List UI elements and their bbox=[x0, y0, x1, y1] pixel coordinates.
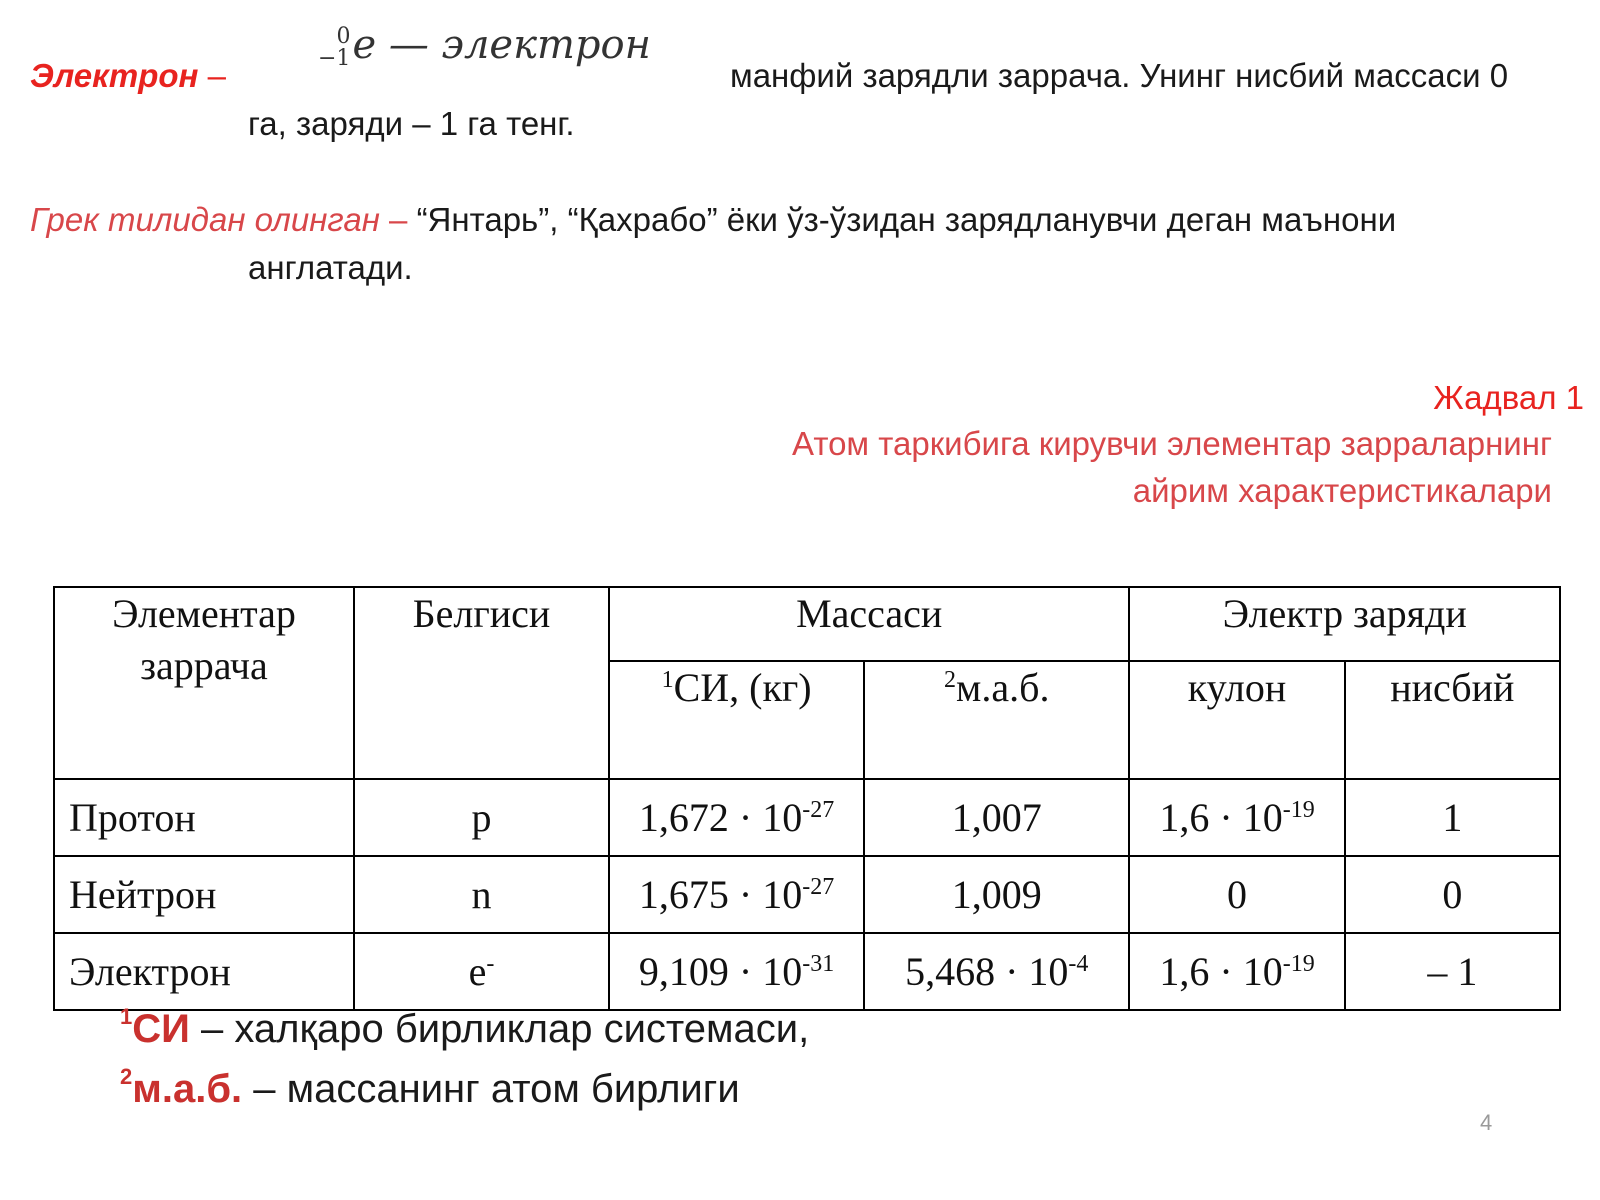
term-electron: Электрон bbox=[30, 57, 199, 94]
header-symbol: Белгиси bbox=[354, 587, 609, 779]
cell-particle-name: Нейтрон bbox=[54, 856, 354, 933]
cell-charge-relative: 0 bbox=[1345, 856, 1560, 933]
cell-mass-si: $9,109 \cdot 10^{-31}$ bbox=[609, 933, 864, 1010]
cell-mass-amu: $5,468 \cdot 10^{-4}$ bbox=[864, 933, 1129, 1010]
header-mass: Массаси bbox=[609, 587, 1129, 661]
charge-number: −1 bbox=[318, 46, 351, 71]
nuclide-numbers bbox=[318, 26, 350, 70]
cell-particle-name: Электрон bbox=[54, 933, 354, 1010]
table-label: Жадвал 1 bbox=[1433, 379, 1584, 416]
cell-charge-relative: 1 bbox=[1345, 779, 1560, 856]
mass-number: 0 bbox=[336, 24, 351, 49]
header-charge: Электр заряди bbox=[1129, 587, 1560, 661]
cell-particle-name: Протон bbox=[54, 779, 354, 856]
cell-mass-amu: 1,007 bbox=[864, 779, 1129, 856]
table-row bbox=[54, 933, 1560, 1010]
formula-symbol: e bbox=[352, 22, 377, 68]
header-mass-amu: $^2$м.а.б. bbox=[864, 661, 1129, 779]
table-row bbox=[54, 779, 1560, 856]
definition-greek-text-1: “Янтарь”, “Қахрабо” ёки ўз-ўзидан зарядланувчи деган маънони bbox=[416, 201, 1397, 238]
definition-greek-text-2: англатади. bbox=[248, 249, 413, 286]
footnote-amu: $^2$м.а.б. – массанинг атом бирлиги bbox=[120, 1064, 740, 1111]
term-dash-2: – bbox=[389, 201, 408, 238]
header-particle: Элементар заррача bbox=[54, 587, 354, 779]
cell-symbol: n bbox=[354, 856, 609, 933]
header-charge-relative: нисбий bbox=[1345, 661, 1560, 779]
header-charge-coulomb: кулон bbox=[1129, 661, 1344, 779]
term-dash: – bbox=[207, 57, 227, 94]
cell-charge-coulomb: $1,6 \cdot 10^{-19}$ bbox=[1129, 933, 1344, 1010]
footnote-term: м.а.б. bbox=[132, 1067, 243, 1111]
formula-text: — электрон bbox=[388, 22, 651, 68]
table-title-line-2: айрим характеристикалари bbox=[1132, 472, 1552, 509]
cell-symbol: p bbox=[354, 779, 609, 856]
definition-electron-text-2: га, заряди – 1 га тенг. bbox=[248, 105, 575, 142]
term-greek: Грек тилидан олинган bbox=[30, 201, 380, 238]
definition-electron-text-1: манфий зарядли заррача. Унинг нисбий массаси 0 bbox=[730, 57, 1509, 94]
cell-mass-amu: 1,009 bbox=[864, 856, 1129, 933]
cell-mass-si: $1,672 \cdot 10^{-27}$ bbox=[609, 779, 864, 856]
cell-symbol: e- bbox=[354, 933, 609, 1010]
cell-charge-relative: – 1 bbox=[1345, 933, 1560, 1010]
table-title bbox=[652, 420, 1552, 514]
footnote-text: – халқаро бирликлар системаси, bbox=[189, 1007, 810, 1051]
table-title-line-1: Атом таркибига кирувчи элементар зарраларнинг bbox=[792, 425, 1552, 462]
cell-charge-coulomb: 0 bbox=[1129, 856, 1344, 933]
particles-table bbox=[53, 586, 1561, 1011]
cell-mass-si: $1,675 \cdot 10^{-27}$ bbox=[609, 856, 864, 933]
footnote-si: $^1$СИ – халқаро бирликлар системаси, bbox=[120, 1004, 810, 1051]
page-number: 4 bbox=[1480, 1110, 1493, 1135]
cell-charge-coulomb: $1,6 \cdot 10^{-19}$ bbox=[1129, 779, 1344, 856]
footnote-text: – массанинг атом бирлиги bbox=[242, 1067, 740, 1111]
footnote-term: СИ bbox=[132, 1007, 190, 1051]
header-mass-si: $^1$СИ, (кг) bbox=[609, 661, 864, 779]
table-row bbox=[54, 856, 1560, 933]
definition-greek bbox=[30, 196, 1590, 244]
electron-formula bbox=[318, 22, 651, 70]
